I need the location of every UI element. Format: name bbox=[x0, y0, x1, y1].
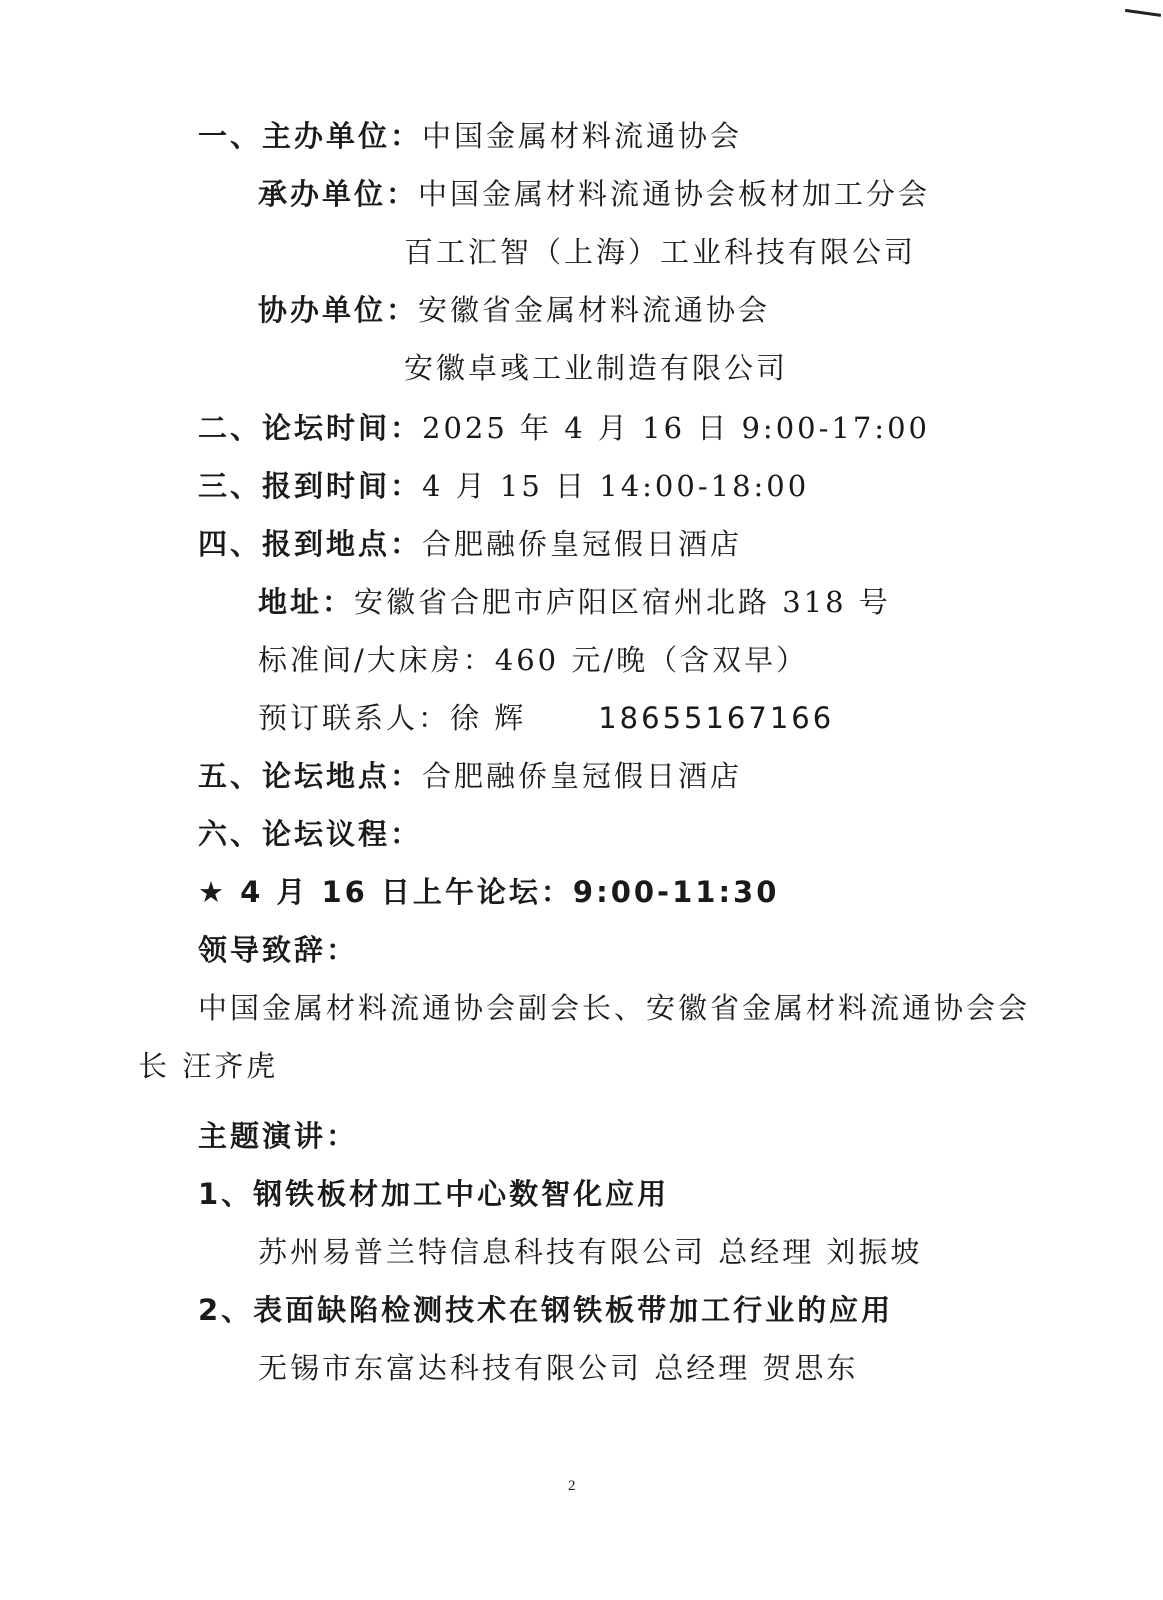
co-organizer-value-1: 安徽省金属材料流通协会 bbox=[418, 293, 771, 327]
checkin-time-label: 三、报到时间： bbox=[198, 469, 423, 503]
host-row bbox=[198, 116, 742, 156]
keynote-label: 主题演讲： bbox=[198, 1119, 359, 1153]
forum-place-value: 合肥融侨皇冠假日酒店 bbox=[422, 759, 743, 793]
leader-speech-label: 领导致辞： bbox=[198, 933, 359, 967]
forum-time-label: 二、论坛时间： bbox=[198, 411, 423, 445]
talk-speaker: 无锡市东富达科技有限公司 总经理 贺思东 bbox=[258, 1351, 859, 1385]
organizer-value-1: 中国金属材料流通协会板材加工分会 bbox=[418, 177, 931, 211]
agenda-label: 六、论坛议程： bbox=[198, 817, 423, 851]
contact-label: 预订联系人：徐 辉 bbox=[258, 701, 527, 735]
forum-time-row bbox=[198, 408, 930, 448]
talk-title: 1、钢铁板材加工中心数智化应用 bbox=[198, 1177, 670, 1211]
forum-place-row bbox=[198, 756, 742, 796]
organizer-value-2: 百工汇智（上海）工业科技有限公司 bbox=[404, 235, 917, 269]
organizer-row bbox=[258, 174, 930, 214]
scan-corner-mark bbox=[1125, 0, 1163, 17]
co-organizer-row bbox=[258, 290, 770, 330]
checkin-place-row bbox=[198, 524, 742, 564]
address-label: 地址： bbox=[258, 585, 355, 619]
checkin-time-row bbox=[198, 466, 809, 506]
checkin-time-value: 4 月 15 日 14:00-18:00 bbox=[422, 469, 810, 503]
checkin-place-value: 合肥融侨皇冠假日酒店 bbox=[422, 527, 743, 561]
host-value: 中国金属材料流通协会 bbox=[422, 119, 743, 153]
page-number: 2 bbox=[568, 1478, 576, 1494]
organizer-label: 承办单位： bbox=[258, 177, 419, 211]
forum-time-value: 2025 年 4 月 16 日 9:00-17:00 bbox=[422, 411, 930, 445]
contact-row bbox=[258, 698, 834, 738]
talk-title: 2、表面缺陷检测技术在钢铁板带加工行业的应用 bbox=[198, 1293, 894, 1327]
host-label: 一、主办单位： bbox=[198, 119, 423, 153]
talk-speaker: 苏州易普兰特信息科技有限公司 总经理 刘振坡 bbox=[258, 1235, 923, 1269]
leader-speech-line-1: 中国金属材料流通协会副会长、安徽省金属材料流通协会会 bbox=[198, 991, 1031, 1025]
morning-session: ★ 4 月 16 日上午论坛：9:00-11:30 bbox=[198, 875, 780, 909]
address-row bbox=[258, 582, 891, 622]
co-organizer-value-2: 安徽卓彧工业制造有限公司 bbox=[404, 351, 789, 385]
address-value: 安徽省合肥市庐阳区宿州北路 318 号 bbox=[354, 585, 891, 619]
co-organizer-label: 协办单位： bbox=[258, 293, 419, 327]
contact-phone: 18655167166 bbox=[598, 701, 835, 735]
checkin-place-label: 四、报到地点： bbox=[198, 527, 423, 561]
forum-place-label: 五、论坛地点： bbox=[198, 759, 423, 793]
leader-speech-line-2: 长 汪齐虎 bbox=[138, 1049, 279, 1083]
room-rate: 标准间/大床房：460 元/晚（含双早） bbox=[258, 643, 809, 677]
